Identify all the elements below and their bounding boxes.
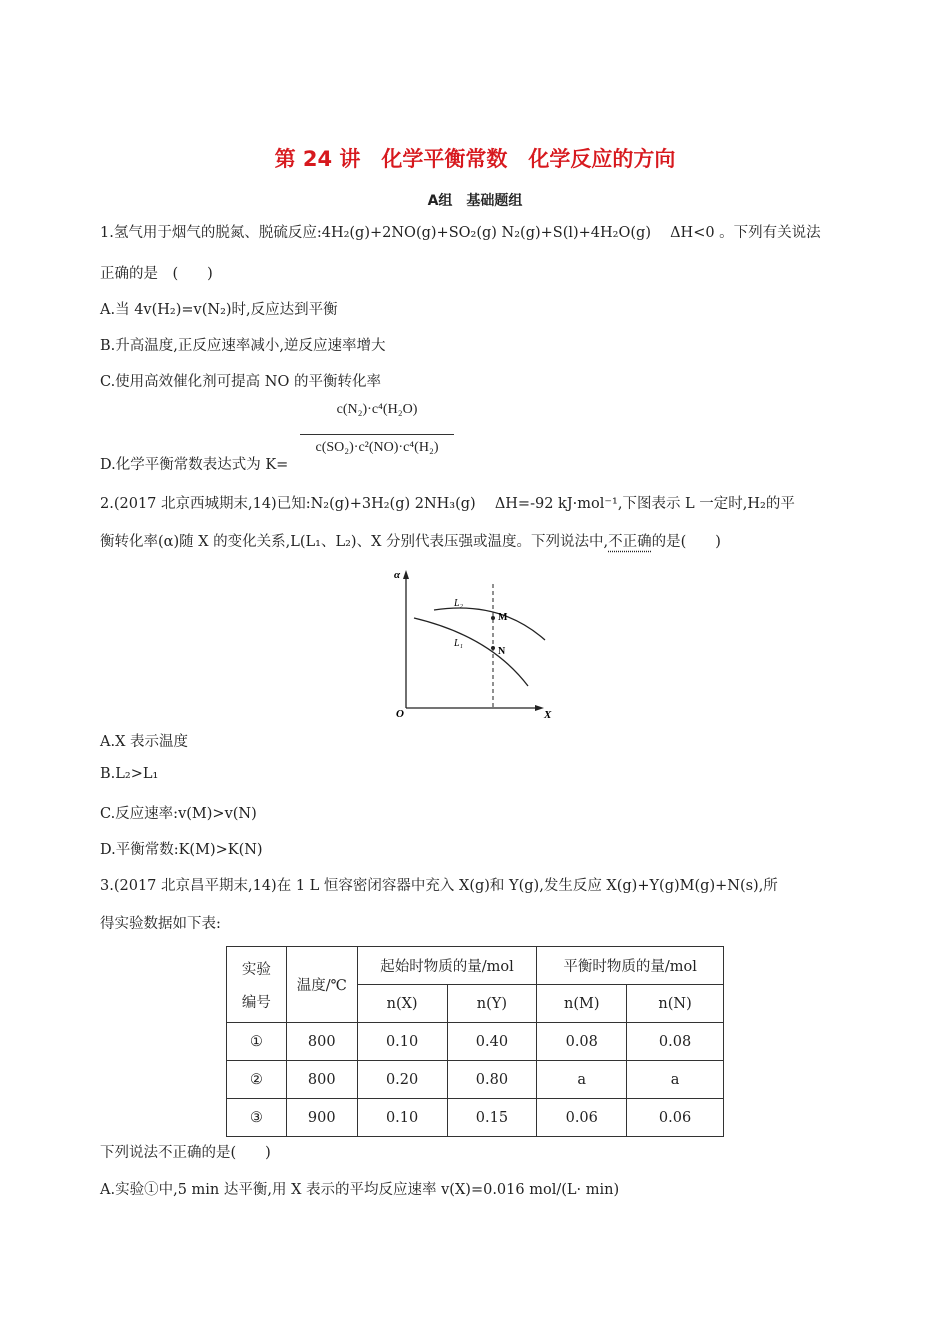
point-m-label: M — [498, 612, 508, 623]
header-temperature: 温度/℃ — [286, 947, 357, 1023]
header-nm: n(M) — [537, 985, 627, 1023]
page-title: 第 24 讲 化学平衡常数 化学反应的方向 — [274, 147, 676, 171]
q2-stem-line1: 2.(2017 北京西城期末,14)已知:N₂(g)+3H₂(g) 2NH₃(g) ΔH=-92 kJ·mol⁻¹,下图表示 L 一定时,H₂的平 — [100, 496, 795, 512]
cell-temperature: 800 — [286, 1061, 357, 1099]
q1-option-d: D.化学平衡常数表达式为 K= — [100, 457, 289, 473]
header-ny: n(Y) — [447, 985, 537, 1023]
q2-stem-line2-b: 的是( ) — [651, 534, 721, 550]
header-experiment-line1: 实验 — [241, 961, 271, 978]
cell-experiment: ② — [227, 1061, 287, 1099]
experiment-data-table — [226, 946, 724, 1137]
cell-nn: a — [627, 1061, 724, 1099]
q1-stem-line2: 正确的是 ( ) — [100, 266, 213, 282]
q3-prompt: 下列说法不正确的是( ) — [100, 1145, 271, 1161]
q1-option-b: B.升高温度,正反应速率减小,逆反应速率增大 — [100, 338, 386, 354]
q1-stem-line1: 1.氢气用于烟气的脱氮、脱硫反应:4H₂(g)+2NO(g)+SO₂(g) N₂(g)+S(l)+4H₂O(g) ΔH<0 。下列有关说法 — [100, 225, 821, 241]
cell-nn: 0.08 — [627, 1023, 724, 1061]
q3-stem-line1: 3.(2017 北京昌平期末,14)在 1 L 恒容密闭容器中充入 X(g)和 Y(g),发生反应 X(g)+Y(g)M(g)+N(s),所 — [100, 878, 778, 894]
cell-nx: 0.10 — [357, 1099, 447, 1137]
cell-nx: 0.10 — [357, 1023, 447, 1061]
cell-temperature: 800 — [286, 1023, 357, 1061]
q3-stem-line2: 得实验数据如下表: — [100, 916, 221, 932]
header-experiment-number — [227, 947, 287, 1023]
cell-ny: 0.40 — [447, 1023, 537, 1061]
q3-option-a: A.实验①中,5 min 达平衡,用 X 表示的平均反应速率 v(X)=0.016 mol/(L· min) — [100, 1182, 620, 1198]
q2-stem-line2 — [100, 530, 721, 551]
q2-option-d: D.平衡常数:K(M)>K(N) — [100, 842, 263, 858]
fraction-numerator: c(N₂)·c⁴(H₂O) — [336, 402, 418, 417]
fraction-bar — [300, 434, 454, 435]
y-axis-arrow-icon — [403, 570, 409, 579]
cell-ny: 0.15 — [447, 1099, 537, 1137]
header-equilibrium-amount: 平衡时物质的量/mol — [537, 947, 724, 985]
table-row — [227, 1099, 724, 1137]
origin-label: O — [396, 708, 404, 720]
table-row — [227, 1061, 724, 1099]
point-m — [491, 616, 495, 620]
x-axis-label: X — [544, 709, 552, 721]
cell-experiment: ③ — [227, 1099, 287, 1137]
cell-experiment: ① — [227, 1023, 287, 1061]
q2-option-c: C.反应速率:v(M)>v(N) — [100, 806, 257, 822]
cell-nm: 0.08 — [537, 1023, 627, 1061]
q2-emphasis-not-correct: 不正确 — [608, 534, 652, 550]
conversion-graph — [390, 562, 560, 722]
q1-option-a: A.当 4v(H₂)=v(N₂)时,反应达到平衡 — [100, 302, 338, 318]
header-experiment-line2: 编号 — [241, 994, 271, 1011]
header-nn: n(N) — [627, 985, 724, 1023]
q2-stem-line2-a: 衡转化率(α)随 X 的变化关系,L(L₁、L₂)、X 分别代表压强或温度。下列说法中, — [100, 534, 609, 550]
cell-nm: 0.06 — [537, 1099, 627, 1137]
table-header-row — [227, 947, 724, 985]
cell-nn: 0.06 — [627, 1099, 724, 1137]
header-nx: n(X) — [357, 985, 447, 1023]
y-axis-label: α — [394, 569, 401, 581]
fraction-denominator: c(SO₂)·c²(NO)·c⁴(H₂) — [315, 440, 439, 455]
curve-l1-label: L₁ — [454, 638, 464, 649]
curve-l2-label: L₂ — [454, 598, 464, 609]
q2-option-b: B.L₂>L₁ — [100, 766, 159, 782]
x-axis-arrow-icon — [535, 705, 544, 711]
cell-ny: 0.80 — [447, 1061, 537, 1099]
cell-nx: 0.20 — [357, 1061, 447, 1099]
point-n-label: N — [498, 646, 506, 657]
point-n — [491, 646, 495, 650]
curve-l1 — [414, 618, 528, 686]
cell-nm: a — [537, 1061, 627, 1099]
header-initial-amount: 起始时物质的量/mol — [357, 947, 537, 985]
table-row — [227, 1023, 724, 1061]
q2-option-a: A.X 表示温度 — [100, 734, 189, 750]
cell-temperature: 900 — [286, 1099, 357, 1137]
q1-option-c: C.使用高效催化剂可提高 NO 的平衡转化率 — [100, 374, 381, 390]
curve-l2 — [434, 608, 545, 640]
group-title: A组 基础题组 — [427, 193, 523, 209]
